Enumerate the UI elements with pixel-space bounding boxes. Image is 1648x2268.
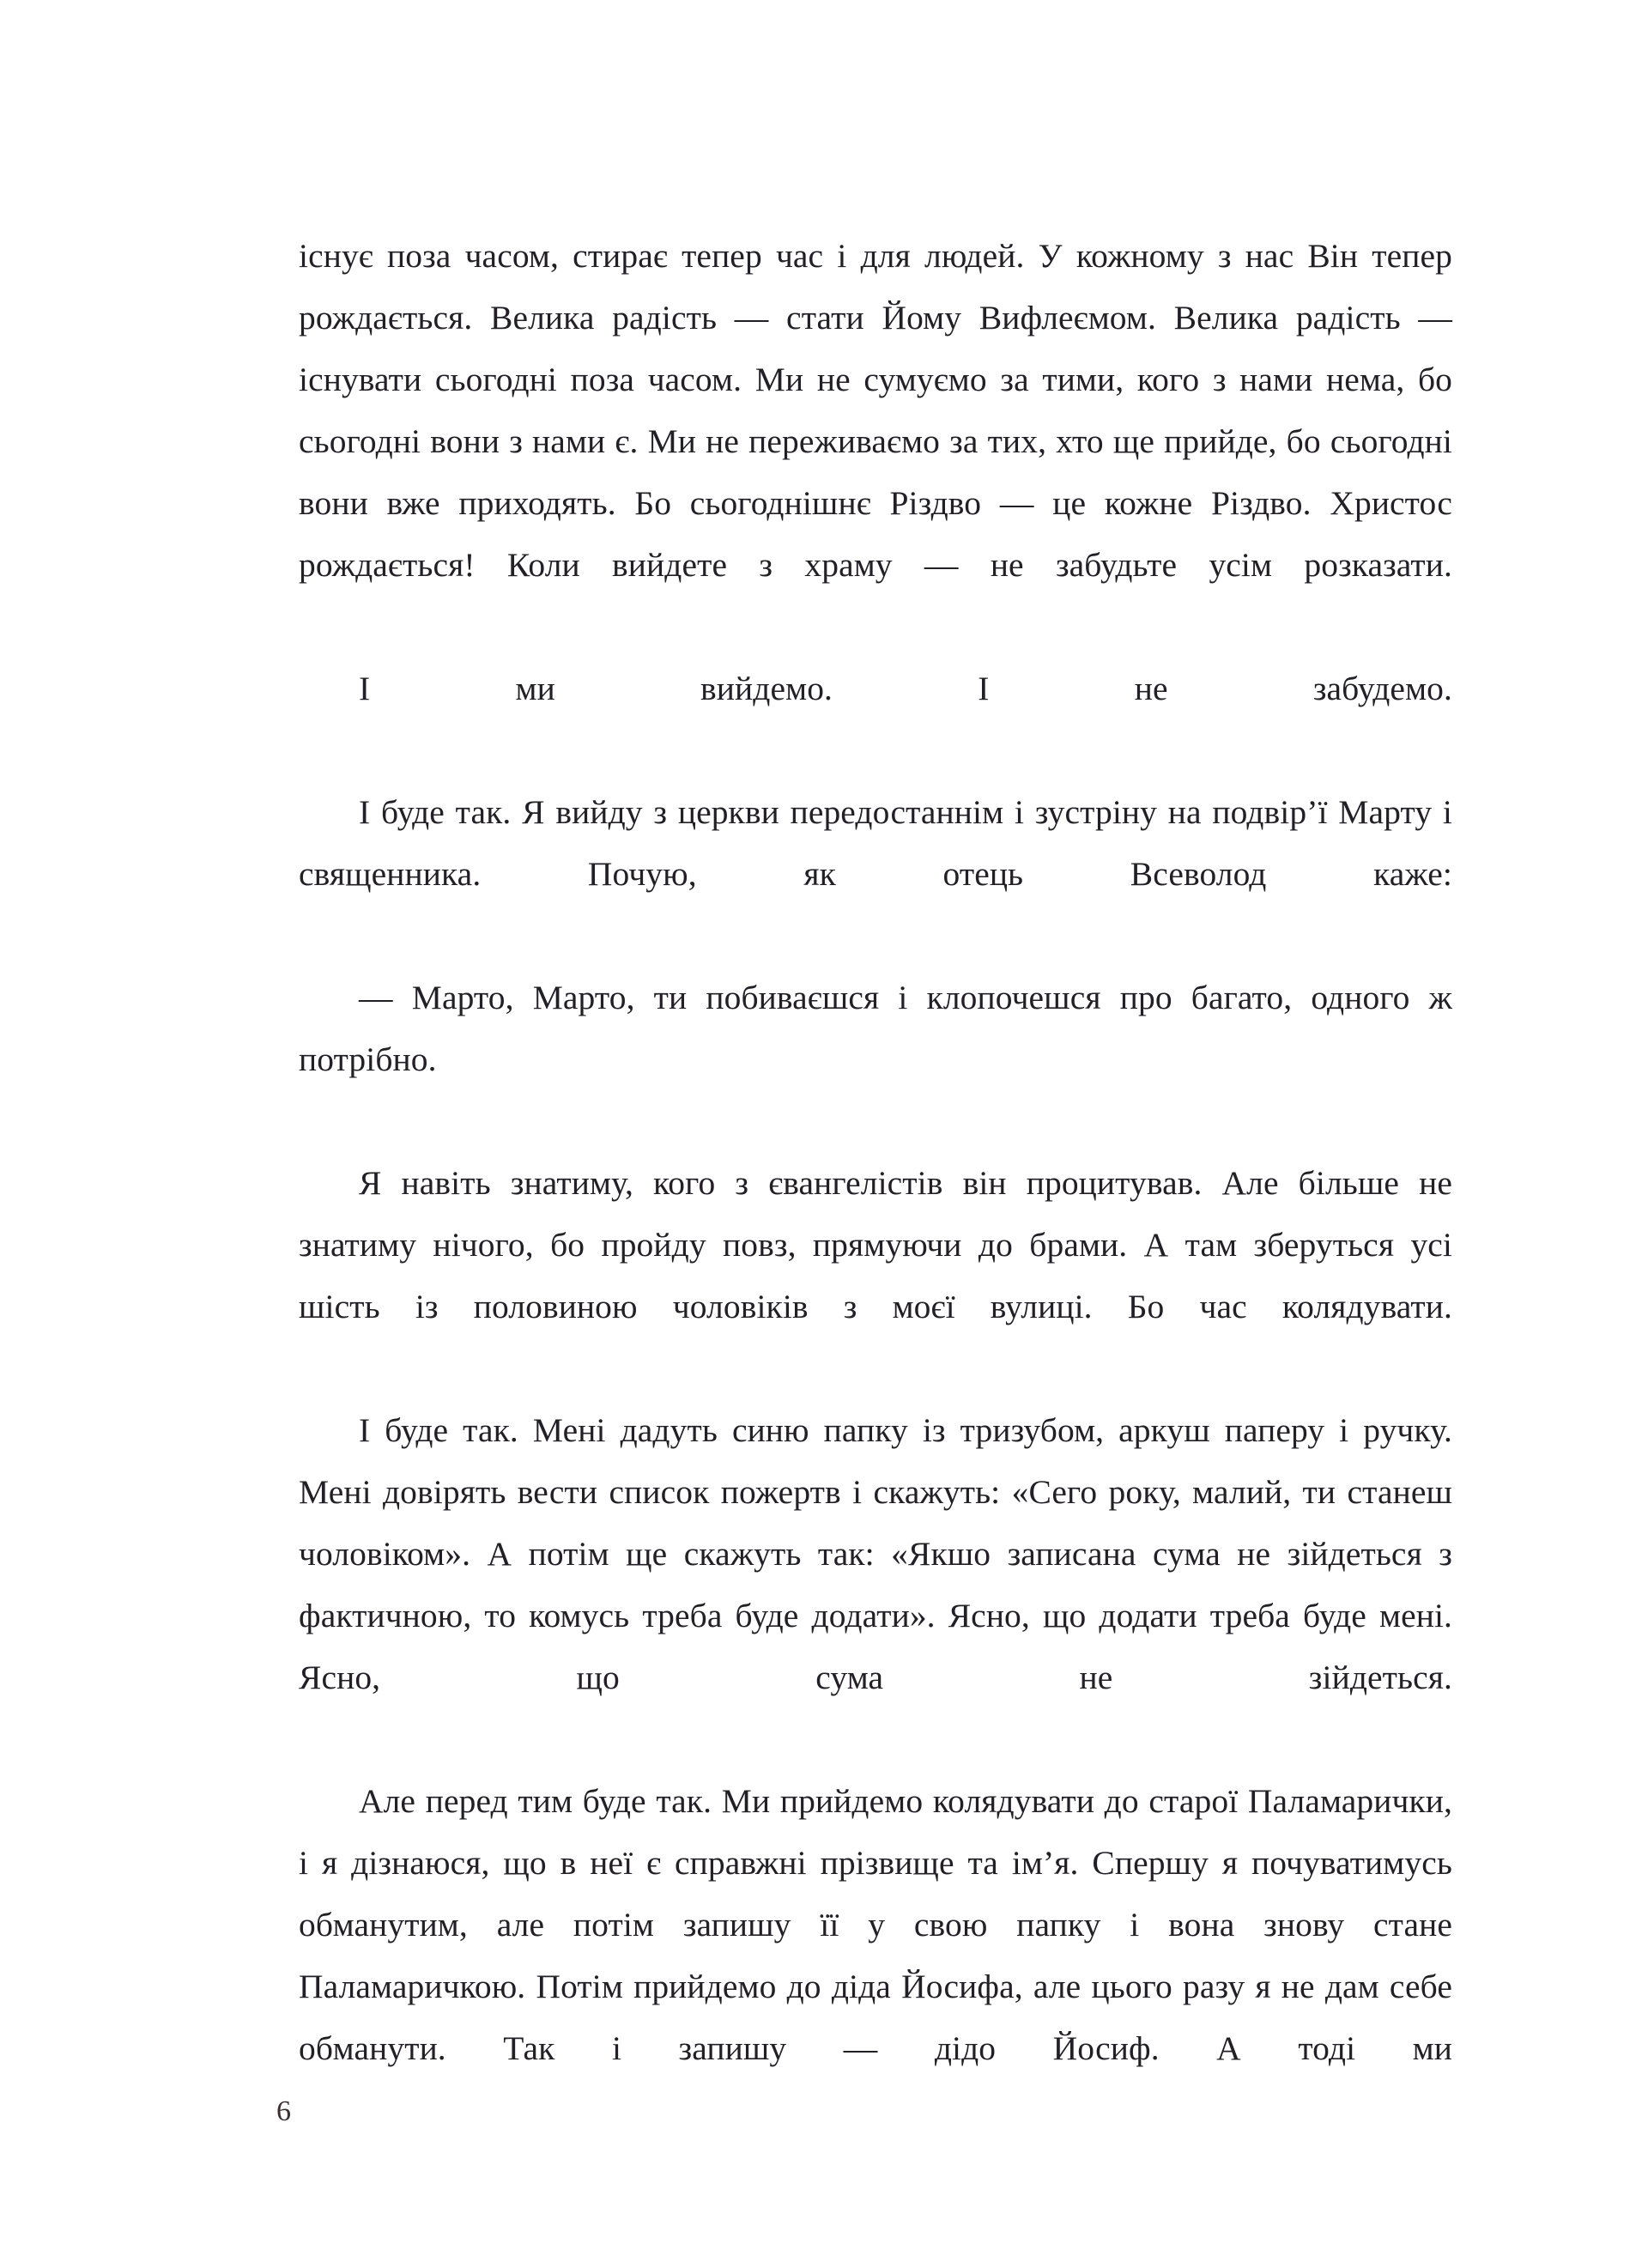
paragraph: Я навіть знатиму, кого з євангелістів він процитував. Але більше не знатиму нічого, бо пройду повз, прямуючи до брами. А там зберуться усі шість із половиною чоловіків з моєї вулиці. Бо час колядувати.: [299, 1164, 1452, 1325]
paragraph: І ми вийдемо. І не забудемо.: [359, 670, 1452, 707]
paragraph: існує поза часом, стирає тепер час і для людей. У кожному з нас Він тепер рождається. Велика радість — стати Йому Вифлеємом. Велика радість — існувати сьогодні поза часом. Ми не сумуємо за тими, кого з нами нема, бо сьогодні вони з нами є. Ми не переживаємо за тих, хто ще прийде, бо сьогодні вони вже приходять. Бо сьогоднішнє Різдво — це кожне Різдво. Христос рождається! Коли вийдете з храму — не забудьте усім розказати.: [299, 237, 1452, 584]
paragraph: Але перед тим буде так. Ми прийдемо колядувати до старої Паламарички, і я дізнаюся, що в неї є справжні прізвище та ім’я. Спершу я почуватимусь обманутим, але потім запишу її у свою папку і вона знову стане Паламаричкою. Потім прийдемо до діда Йосифа, але цього разу я не дам себе обманути. Так і запишу — дідо Йосиф. А тоді ми: [299, 1782, 1452, 2067]
paragraph: І буде так. Я вийду з церкви передостаннім і зустріну на подвір’ї Марту і священника. Почую, як отець Всеволод каже:: [299, 793, 1452, 893]
paragraph: І буде так. Мені дадуть синю папку із тризубом, аркуш паперу і ручку. Мені довірять вести список пожертв і скажуть: «Сего року, малий, ти станеш чоловіком». А потім ще скажуть так: «Якшо записана сума не зійдеться з фактичною, то комусь треба буде додати». Ясно, що додати треба буде мені. Ясно, що сума не зійдеться.: [299, 1411, 1452, 1696]
page-number: 6: [276, 2095, 291, 2127]
paragraph-dialogue: — Марто, Марто, ти побиваєшся і клопочешся про багато, одного ж потрібно.: [299, 979, 1452, 1078]
page-text-block: [299, 225, 1452, 2141]
